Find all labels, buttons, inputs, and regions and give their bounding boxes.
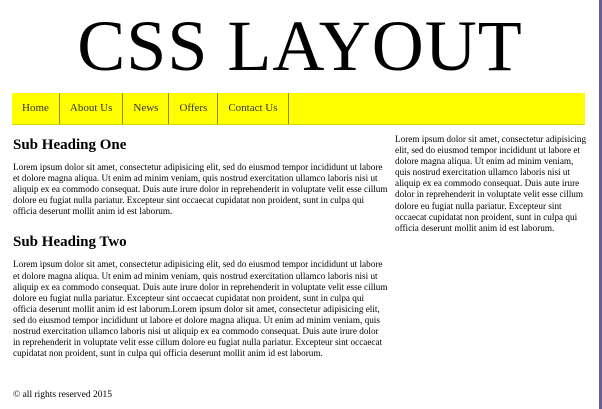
section-paragraph: Lorem ipsum dolor sit amet, consectetur adipisicing elit, sed do eiusmod tempor incididunt ut labore et dolore magna aliqua. Ut enim ad minim veniam, quis nostrud exercitation ullamco laboris nisi ut aliquip ex ea commodo consequat. Duis aute irure dolor in reprehenderit in voluptate velit esse cillum dolore eu fugiat nulla pariatur. Excepteur sint occaecat cupidatat non proident, sunt in culpa qui officia deserunt mollit anim id est laborum. xyxy=(13,162,388,217)
section-heading: Sub Heading Two xyxy=(13,234,127,251)
nav-item-news[interactable]: News xyxy=(123,93,169,124)
nav-item-home[interactable]: Home xyxy=(12,93,60,124)
section-paragraph: Lorem ipsum dolor sit amet, consectetur adipisicing elit, sed do eiusmod tempor incididunt ut labore et dolore magna aliqua. Ut enim ad minim veniam, quis nostrud exercitation ullamco laboris nisi ut aliquip ex ea commodo consequat. Duis aute irure dolor in reprehenderit in voluptate velit esse cillum dolore eu fugiat nulla pariatur. Excepteur sint occaecat cupidatat non proident, sunt in culpa qui officia deserunt mollit anim id est laborum.Lorem ipsum dolor sit amet, consectetur adipisicing elit, sed do eiusmod tempor incididunt ut labore et dolore magna aliqua. Ut enim ad minim veniam, quis nostrud exercitation ullamco laboris nisi ut aliquip ex ea commodo consequat. Duis aute irure dolor in reprehenderit in voluptate velit esse cillum dolore eu fugiat nulla pariatur. Excepteur sint occaecat cupidatat non proident, sunt in culpa qui officia deserunt mollit anim id est laborum. xyxy=(13,259,388,359)
site-title: CSS LAYOUT xyxy=(77,6,523,86)
site-footer xyxy=(13,389,112,401)
site-header xyxy=(0,0,600,92)
section-heading: Sub Heading One xyxy=(13,137,127,153)
nav-item-contact-us[interactable]: Contact Us xyxy=(218,93,288,124)
nav-item-about-us[interactable]: About Us xyxy=(60,93,123,124)
main-navigation xyxy=(12,93,585,125)
sidebar-paragraph: Lorem ipsum dolor sit amet, consectetur adipisicing elit, sed do eiusmod tempor incididunt ut labore et dolore magna aliqua. Ut enim ad minim veniam, quis nostrud exercitation ullamco laboris nisi ut aliquip ex ea commodo consequat. Duis aute irure dolor in reprehenderit in voluptate velit esse cillum dolore eu fugiat nulla pariatur. Excepteur sint occaecat cupidatat non proident, sunt in culpa qui officia deserunt mollit anim id est laborum. xyxy=(395,134,587,233)
sidebar xyxy=(395,134,587,234)
copyright-text: © all rights reserved 2015 xyxy=(13,390,113,400)
nav-item-offers[interactable]: Offers xyxy=(169,93,218,124)
main-content xyxy=(13,134,388,359)
